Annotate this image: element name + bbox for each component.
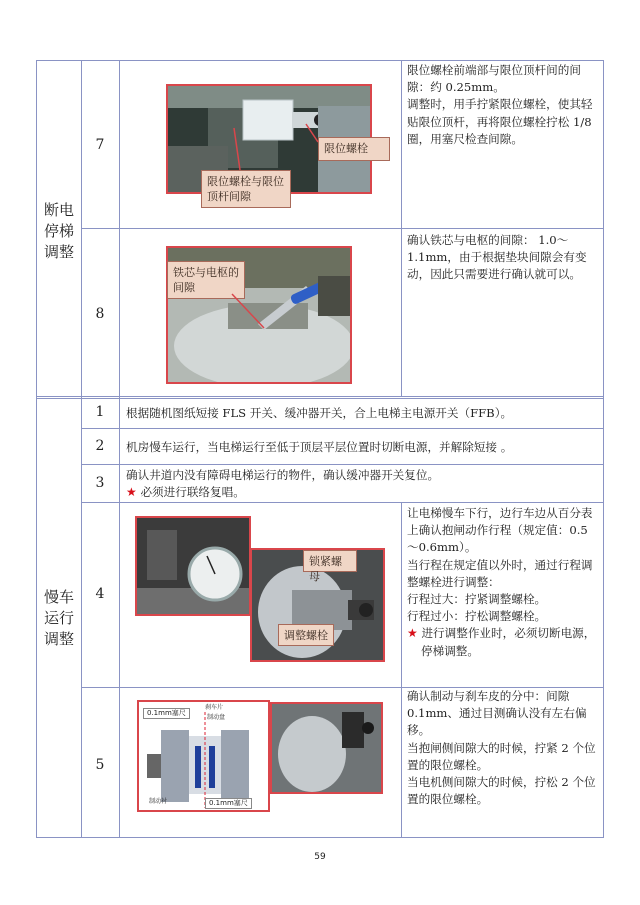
section-title-line: 调整 (44, 243, 75, 261)
table-left-border (36, 60, 37, 838)
row-divider-2-3 (81, 464, 603, 465)
step-number: 5 (95, 757, 105, 773)
photo-brake-unit (270, 702, 383, 794)
brake-unit-illustration (272, 704, 383, 794)
row-5-description (407, 688, 599, 808)
row-2-description: 机房慢车运行，当电梯运行至低于顶层平层位置时切断电源，并解除短接 。 (126, 440, 513, 454)
callout-adjust-bolt: 调整螺栓 (278, 624, 334, 646)
step-number: 4 (95, 586, 105, 602)
step-number: 1 (95, 404, 105, 420)
dial-gauge-illustration (137, 518, 251, 616)
paragraph: 调整时，用手拧紧限位螺栓，使其轻贴限位顶杆，再将限位螺栓拧松 1/8 圈，用塞尺检查间隙。 (407, 97, 593, 146)
star-icon: ★ (126, 485, 137, 500)
paragraph: 当抱闸侧间隙大的时候，拧紧 2 个位置的限位螺栓。 (407, 740, 596, 772)
paragraph: 行程过大：拧紧调整螺栓。 (407, 592, 547, 607)
row-7-description (407, 62, 599, 148)
col-divider-3b (401, 502, 402, 838)
section-title-line: 慢车 (44, 588, 75, 606)
paragraph: 确认制动与刹车皮的分中：间隙 0.1mm、通过目测确认没有左右偏移。 (407, 689, 587, 738)
callout-limit-bolt: 限位螺栓 (318, 137, 390, 161)
diagram-label: 制动衬 (149, 798, 168, 805)
section-title-line: 断电 (44, 201, 75, 219)
callout-limit-gap: 限位螺栓与限位顶杆间隙 (201, 170, 291, 208)
table-bottom-border (36, 837, 604, 838)
section-divider (36, 396, 604, 397)
diagram-label: 刹车片 (205, 704, 224, 711)
step-number: 2 (95, 438, 105, 454)
table-right-border (603, 60, 604, 838)
row-divider-3-4 (81, 502, 603, 503)
warning-line (126, 484, 598, 501)
callout-arrow (230, 292, 270, 332)
paragraph: 确认铁芯与电枢的间隙： 1.0～1.1mm，由于根据垫块间隙会有变动，因此只需要进行确认就可以。 (407, 233, 587, 282)
section-title-line: 停梯 (44, 222, 75, 240)
page-number: 59 (314, 852, 326, 862)
row-8-description (407, 232, 599, 284)
warning-text: 必须进行联络复唱。 (140, 485, 245, 500)
diagram-label: 0.1mm塞尺 (143, 708, 190, 719)
row-1-description: 根据随机图纸短接 FLS 开关、缓冲器开关，合上电梯主电源开关（FFB）。 (126, 406, 513, 420)
row-divider-1-2 (81, 428, 603, 429)
paragraph: 让电梯慢车下行，边行车边从百分表上确认抱闸动作行程（规定值：0.5～0.6mm）。 (407, 506, 593, 555)
paragraph: 行程过小：拧松调整螺栓。 (407, 609, 547, 624)
row-4-description (407, 505, 599, 660)
diagram-brake-section (137, 700, 270, 812)
section-divider-double (36, 398, 604, 399)
callout-core-gap: 铁芯与电枢的间隙 (167, 261, 245, 299)
table-top-border (36, 60, 604, 61)
paragraph: 限位螺栓前端部与限位顶杆间的间隙：约 0.25mm。 (407, 63, 581, 95)
diagram-label: 0.1mm塞尺 (205, 798, 252, 809)
callout-arrows (220, 116, 330, 176)
section-title-line: 调整 (44, 630, 75, 648)
step-number: 3 (95, 475, 105, 491)
paragraph: 确认井道内没有障碍电梯运行的物件，确认缓冲器开关复位。 (126, 468, 440, 482)
row-divider-7-8 (81, 228, 603, 229)
star-icon: ★ (407, 626, 418, 641)
section-title-power-off (44, 200, 74, 263)
section-title-slow-run (44, 587, 74, 650)
callout-lock-nut: 锁紧螺母 (303, 550, 357, 572)
row-3-description (126, 467, 598, 501)
warning-line (407, 625, 599, 659)
step-number: 7 (95, 137, 105, 153)
section-title-line: 运行 (44, 609, 75, 627)
paragraph: 当电机侧间隙大的时候，拧松 2 个位置的限位螺栓。 (407, 775, 596, 807)
diagram-label: 制动盘 (207, 714, 226, 721)
warning-text: 进行调整作业时，必须切断电源，停梯调整。 (421, 626, 596, 658)
photo-dial-gauge (135, 516, 251, 616)
step-number: 8 (95, 306, 105, 322)
paragraph: 当行程在规定值以外时，通过行程调整螺栓进行调整： (407, 557, 593, 589)
